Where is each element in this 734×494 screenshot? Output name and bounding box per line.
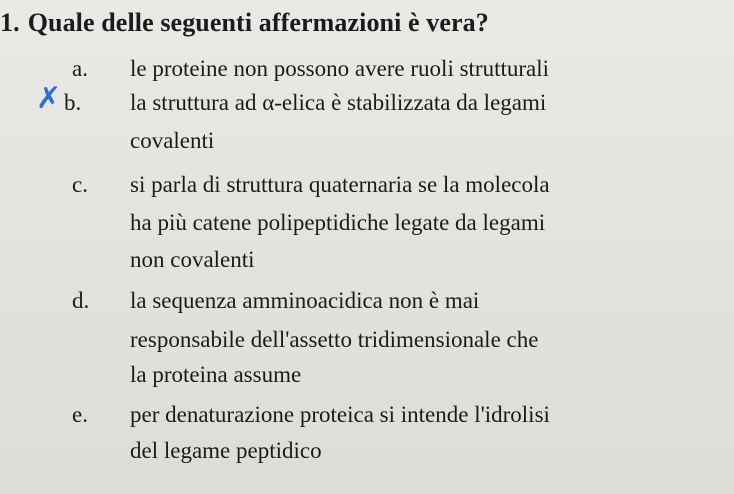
option-text-line: ha più catene polipeptidiche legate da legami [130, 210, 546, 235]
option-text-line: per denaturazione proteica si intende l'idrolisi [130, 402, 550, 427]
option-letter: c. [72, 172, 88, 197]
option-letter: e. [72, 402, 88, 427]
option-text-line: le proteine non possono avere ruoli strutturali [130, 56, 550, 81]
option-text-line: la struttura ad α-elica è stabilizzata da legami [130, 90, 547, 115]
question-text: Quale delle seguenti affermazioni è vera? [27, 8, 489, 37]
option-letter: a. [72, 56, 88, 81]
question-title [0, 8, 489, 38]
option-text-line: non covalenti [130, 247, 255, 272]
option-text-line: si parla di struttura quaternaria se la molecola [130, 172, 550, 197]
option-letter: b. [64, 90, 82, 115]
option-text-line: covalenti [130, 128, 215, 153]
option-text-line: la proteina assume [130, 362, 302, 387]
option-text-line: del legame peptidico [130, 438, 322, 463]
option-text-line: responsabile dell'assetto tridimensionale che [130, 327, 539, 352]
question-number: 1. [0, 8, 20, 37]
cross-mark-icon: ✗ [36, 81, 62, 116]
option-text-line: la sequenza amminoacidica non è mai [130, 288, 480, 313]
option-letter: d. [72, 288, 90, 313]
